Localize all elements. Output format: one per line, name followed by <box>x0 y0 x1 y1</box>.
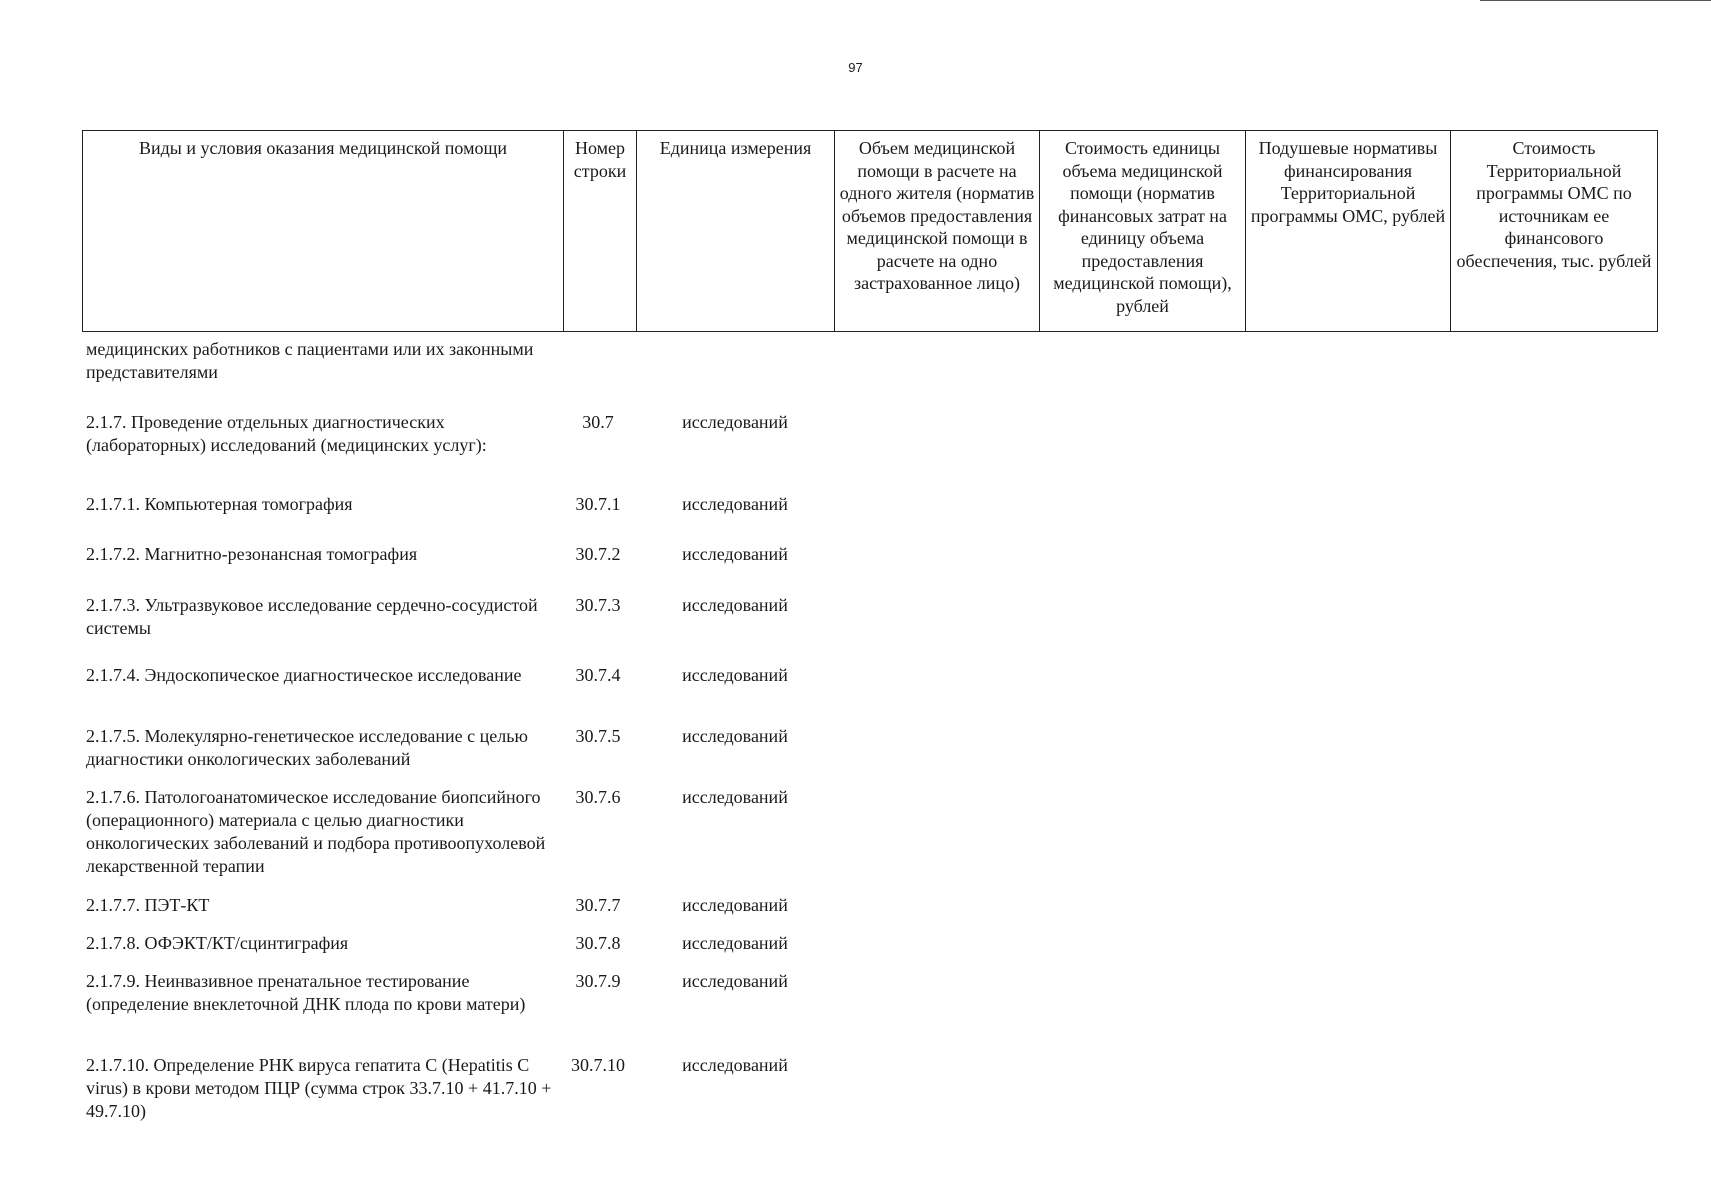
row-name: 2.1.7.4. Эндоскопическое диагностическое исследование <box>86 665 522 685</box>
col-header-row-number: Номер строки <box>564 131 637 332</box>
row-name: 2.1.7.3. Ультразвуковое исследование сердечно-сосудистой системы <box>86 595 538 638</box>
row-number: 30.7.4 <box>575 665 621 685</box>
row-unit: исследований <box>682 494 788 514</box>
row-number: 30.7.9 <box>575 971 621 991</box>
row-unit: исследований <box>682 726 788 746</box>
row-unit: исследований <box>682 895 788 915</box>
col-header-type: Виды и условия оказания медицинской помощи <box>83 131 564 332</box>
row-unit: исследований <box>682 933 788 953</box>
row-number: 30.7.5 <box>575 726 621 746</box>
row-unit: исследований <box>682 412 788 432</box>
row-number: 30.7.3 <box>575 595 621 615</box>
col-header-unit-cost: Стоимость единицы объема медицинской помощи (норматив финансовых затрат на единицу объема предоставления медицинской помощи), рублей <box>1040 131 1246 332</box>
row-name: 2.1.7.10. Определение РНК вируса гепатита С (Hepatitis C virus) в крови методом ПЦР (сумма строк 33.7.10 + 41.7.10 + 49.7.10) <box>86 1055 552 1121</box>
row-name: 2.1.7.5. Молекулярно-генетическое исследование с целью диагностики онкологических заболеваний <box>86 726 528 769</box>
row-name: 2.1.7.1. Компьютерная томография <box>86 494 353 514</box>
row-name: 2.1.7.7. ПЭТ-КТ <box>86 895 210 915</box>
row-unit: исследований <box>682 1055 788 1075</box>
row-name: 2.1.7. Проведение отдельных диагностических (лабораторных) исследований (медицинских услуг): <box>86 412 487 455</box>
row-number: 30.7.1 <box>575 494 621 514</box>
row-unit: исследований <box>682 544 788 564</box>
row-unit: исследований <box>682 971 788 991</box>
row-number: 30.7.10 <box>571 1055 625 1075</box>
row-number: 30.7.6 <box>575 787 621 807</box>
row-unit: исследований <box>682 595 788 615</box>
continuation-text: медицинских работников с пациентами или их законными представителями <box>86 339 534 382</box>
page-number: 97 <box>848 60 863 75</box>
row-unit: исследований <box>682 787 788 807</box>
col-header-volume: Объем медицинской помощи в расчете на одного жителя (норматив объемов предоставления медицинской помощи в расчете на одно застрахованное лицо) <box>835 131 1040 332</box>
row-number: 30.7.7 <box>575 895 621 915</box>
row-unit: исследований <box>682 665 788 685</box>
scan-edge-line <box>1480 0 1711 1</box>
row-name: 2.1.7.6. Патологоанатомическое исследование биопсийного (операционного) материала с целью диагностики онкологических заболеваний и подбора противоопухолевой лекарственной терапии <box>86 787 546 876</box>
row-number: 30.7.8 <box>575 933 621 953</box>
col-header-unit: Единица измерения <box>637 131 835 332</box>
col-header-total-cost: Стоимость Территориальной программы ОМС по источникам ее финансового обеспечения, тыс. рублей <box>1451 131 1658 332</box>
row-number: 30.7.2 <box>575 544 621 564</box>
row-name: 2.1.7.8. ОФЭКТ/КТ/сцинтиграфия <box>86 933 349 953</box>
row-number: 30.7 <box>582 412 614 432</box>
col-header-per-capita: Подушевые нормативы финансирования Территориальной программы ОМС, рублей <box>1246 131 1451 332</box>
row-name: 2.1.7.9. Неинвазивное пренатальное тестирование (определение внеклеточной ДНК плода по крови матери) <box>86 971 526 1014</box>
table-header <box>82 130 1658 332</box>
row-name: 2.1.7.2. Магнитно-резонансная томография <box>86 544 418 564</box>
